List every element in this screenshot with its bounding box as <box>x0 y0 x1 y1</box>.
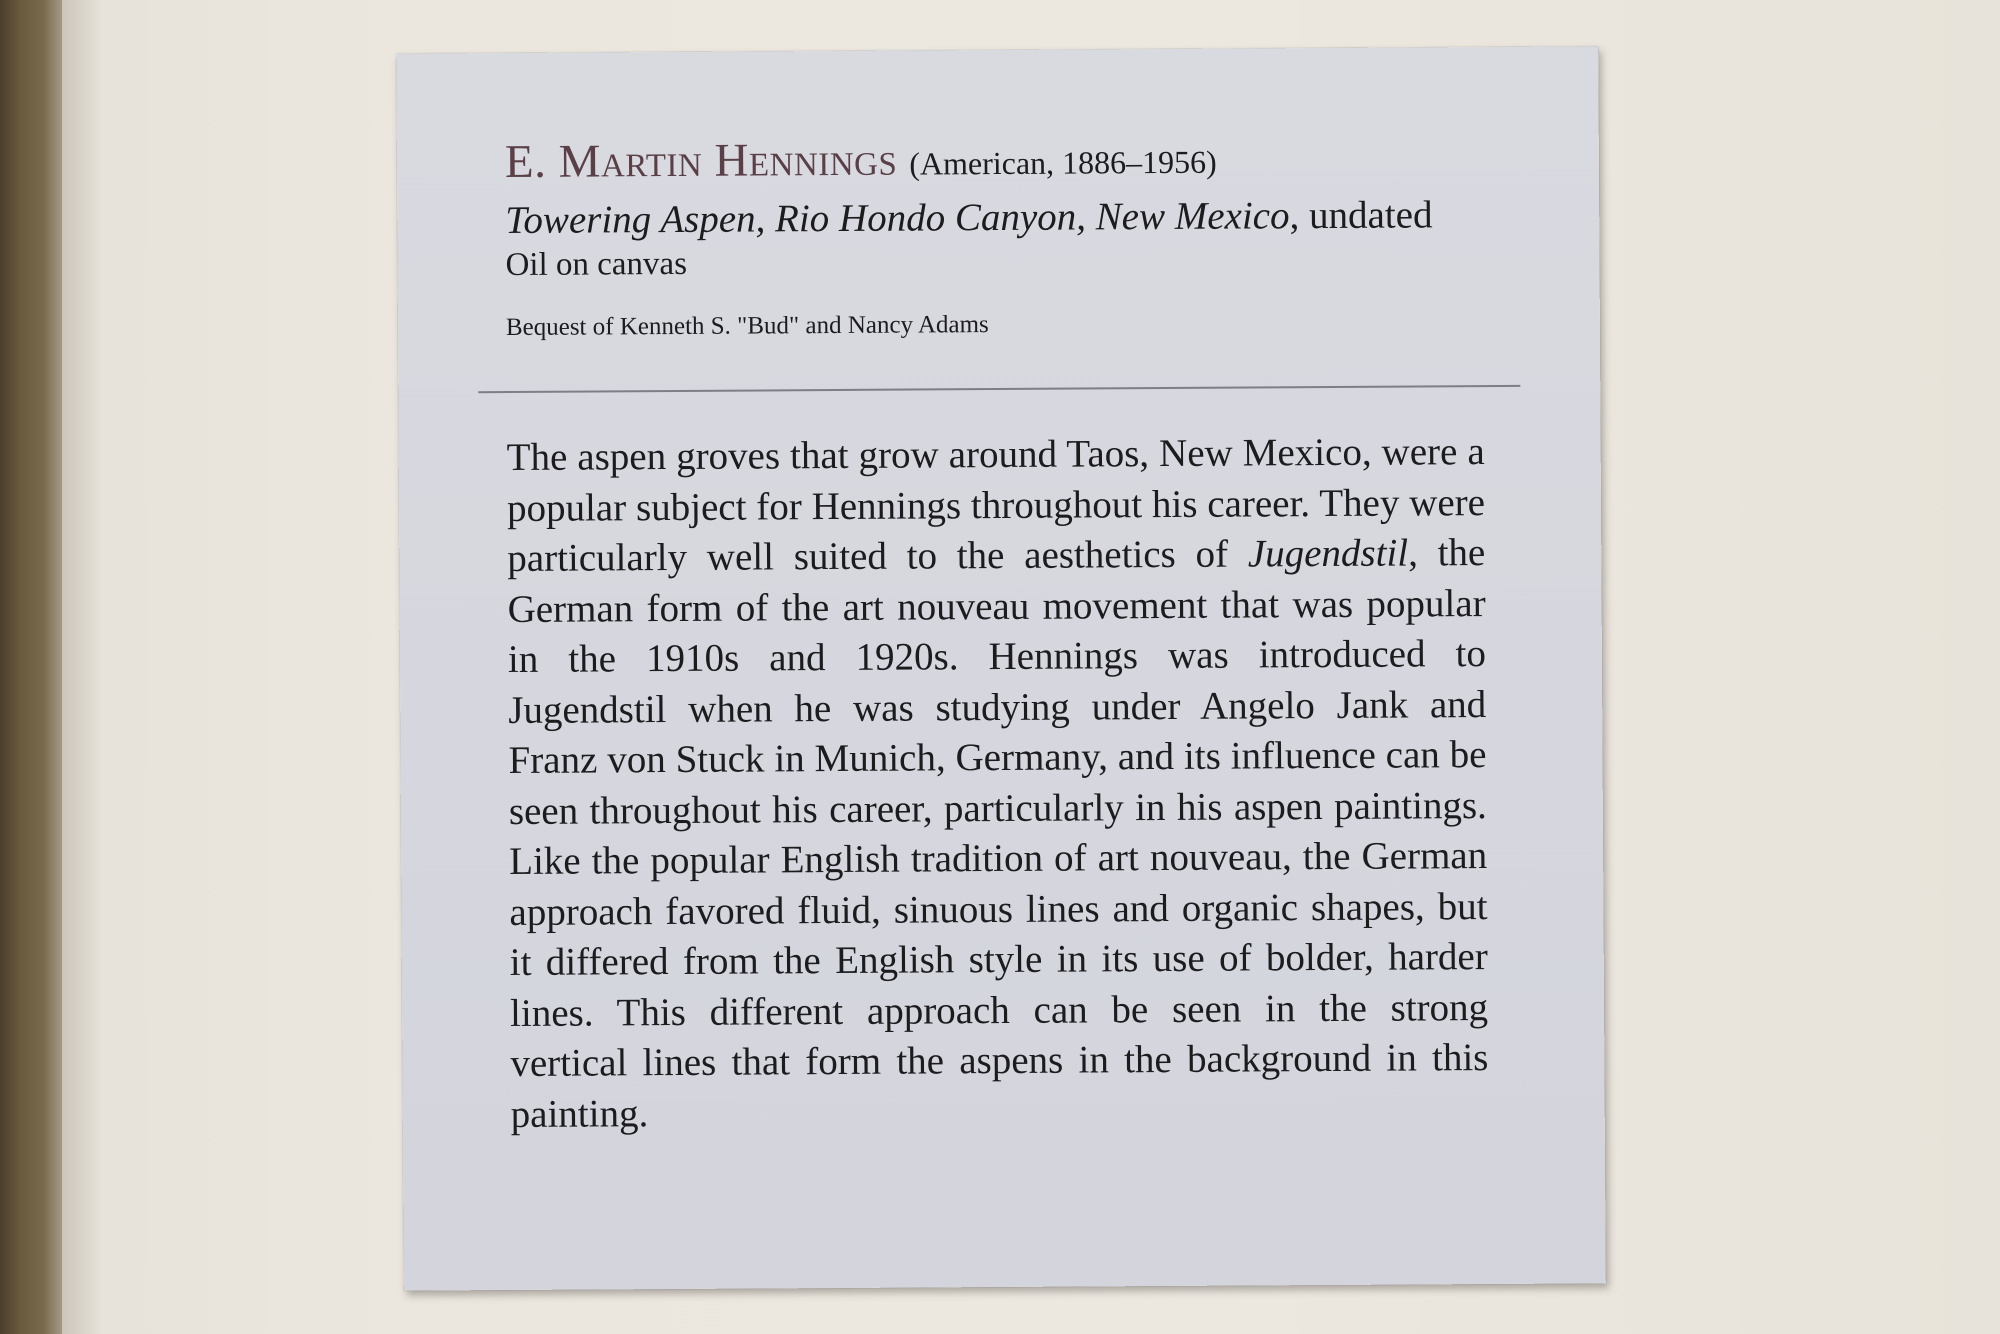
artwork-date: , undated <box>1289 193 1433 238</box>
painting-frame-edge <box>0 0 62 1334</box>
artwork-title-line <box>505 192 1505 244</box>
description-part-1: The aspen groves that grow around Taos, New Mexico, were a popular subject for Hennings throughout his career. They were particularly well suited to the aesthetics of <box>506 430 1486 581</box>
artist-name: E. Martin Hennings <box>504 133 898 189</box>
credit-line: Bequest of Kenneth S. "Bud" and Nancy Adams <box>505 311 989 342</box>
divider-line <box>478 385 1520 393</box>
artwork-medium: Oil on canvas <box>505 245 688 284</box>
museum-wall-label <box>396 46 1606 1290</box>
artist-line <box>505 131 1505 198</box>
artwork-title: Towering Aspen, Rio Hondo Canyon, New Mexico <box>505 194 1290 243</box>
artist-nationality-dates: (American, 1886–1956) <box>909 143 1217 182</box>
description-part-2: , the German form of the art nouveau movement that was popular in the 1910s and 1920s. Hennings was introduced to Jugendstil when he was studying under Angelo Jank and Franz von Stuck in Munich, Germany, and its influence can be seen throughout his career, particularly in his aspen paintings. Like the popular English tradition of art nouveau, the German approach favored fluid, sinuous lines and organic shapes, but it differed from the English style in its use of bolder, harder lines. This different approach can be seen in the strong vertical lines that form the aspens in the background in this painting. <box>507 531 1489 1136</box>
frame-shadow <box>62 0 102 1334</box>
label-header <box>505 131 1506 344</box>
description-italic-term: Jugendstil <box>1247 531 1409 576</box>
description-text <box>507 427 1489 1140</box>
